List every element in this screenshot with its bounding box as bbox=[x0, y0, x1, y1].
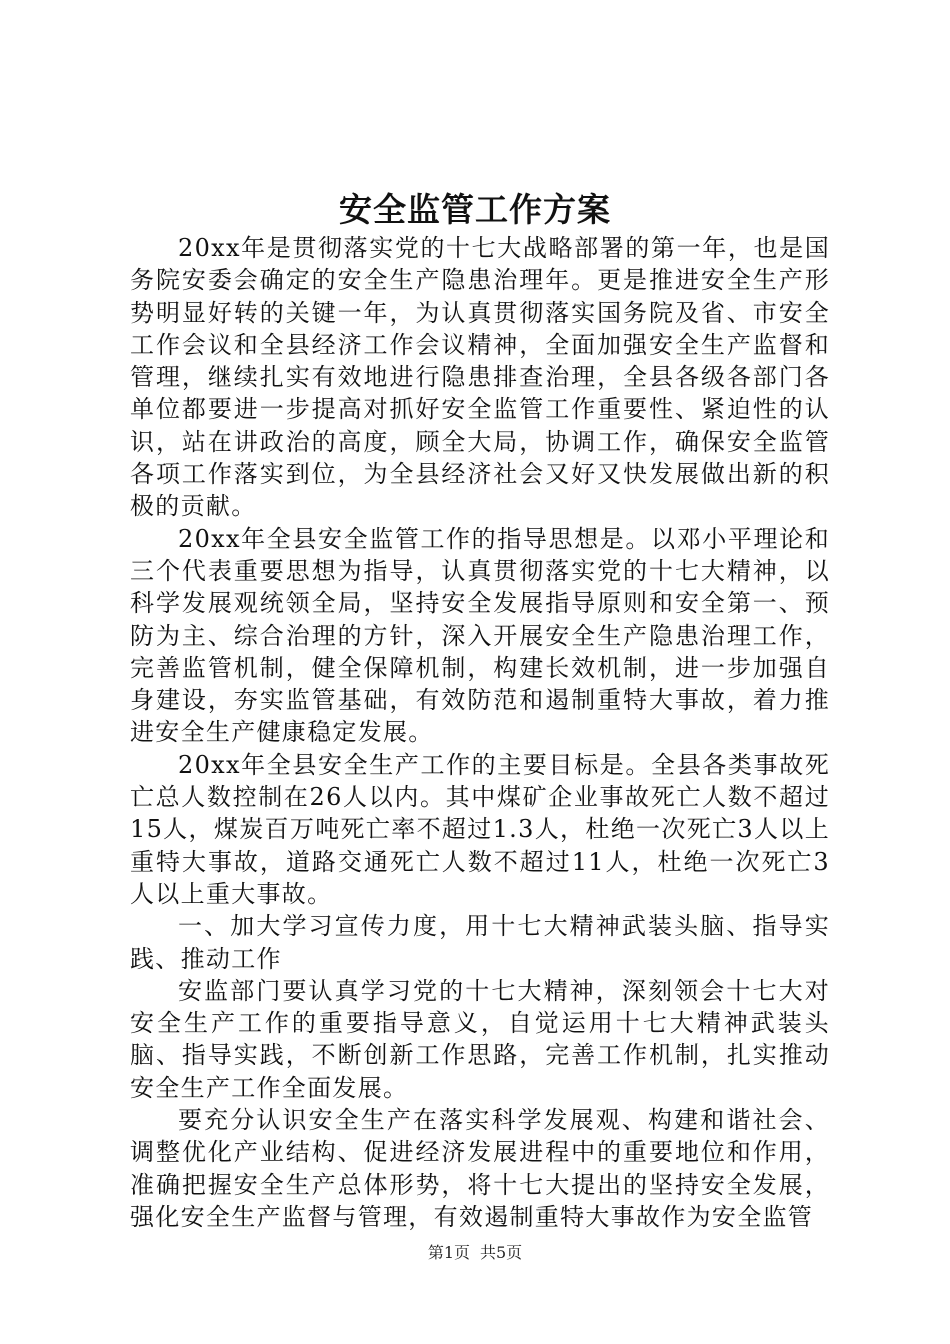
page-total: 共5页 bbox=[480, 1243, 523, 1262]
paragraph-main-goals: 20xx年全县安全生产工作的主要目标是。全县各类事故死亡总人数控制在26人以内。其中煤矿企业事故死亡人数不超过15人，煤炭百万吨死亡率不超过1.3人，杜绝一次死亡3人以上重特大事故，道路交通死亡人数不超过11人，杜绝一次死亡3人以上重大事故。 bbox=[130, 750, 830, 908]
page-footer bbox=[0, 1243, 950, 1263]
paragraph-guiding-ideology: 20xx年全县安全监管工作的指导思想是。以邓小平理论和三个代表重要思想为指导，认真贯彻落实党的十七大精神，以科学发展观统领全局，坚持安全发展指导原则和安全第一、预防为主、综合治理的方针，深入开展安全生产隐患治理工作，完善监管机制，健全保障机制，构建长效机制，进一步加强自身建设，夯实监管基础，有效防范和遏制重特大事故，着力推进安全生产健康稳定发展。 bbox=[130, 524, 830, 747]
paragraph-study: 安监部门要认真学习党的十七大精神，深刻领会十七大对安全生产工作的重要指导意义，自觉运用十七大精神武装头脑、指导实践，不断创新工作思路，完善工作机制，扎实推动安全生产工作全面发展。 bbox=[130, 976, 830, 1102]
document-body bbox=[130, 232, 830, 1233]
paragraph-understanding: 要充分认识安全生产在落实科学发展观、构建和谐社会、调整优化产业结构、促进经济发展进程中的重要地位和作用，准确把握安全生产总体形势，将十七大提出的坚持安全发展，强化安全生产监督与管理，有效遏制重特大事故作为安全监管 bbox=[130, 1106, 830, 1231]
section-heading-1: 一、加大学习宣传力度，用十七大精神武装头脑、指导实践、推动工作 bbox=[130, 912, 830, 973]
document-title: 安全监管工作方案 bbox=[339, 190, 611, 229]
paragraph-intro: 20xx年是贯彻落实党的十七大战略部署的第一年，也是国务院安委会确定的安全生产隐患治理年。更是推进安全生产形势明显好转的关键一年，为认真贯彻落实国务院及省、市安全工作会议和全县经济工作会议精神，全面加强安全生产监督和管理，继续扎实有效地进行隐患排查治理，全县各级各部门各单位都要进一步提高对抓好安全监管工作重要性、紧迫性的认识，站在讲政治的高度，顾全大局，协调工作，确保安全监管各项工作落实到位，为全县经济社会又好又快发展做出新的积极的贡献。 bbox=[130, 234, 830, 521]
page-number: 第1页 bbox=[427, 1243, 470, 1262]
